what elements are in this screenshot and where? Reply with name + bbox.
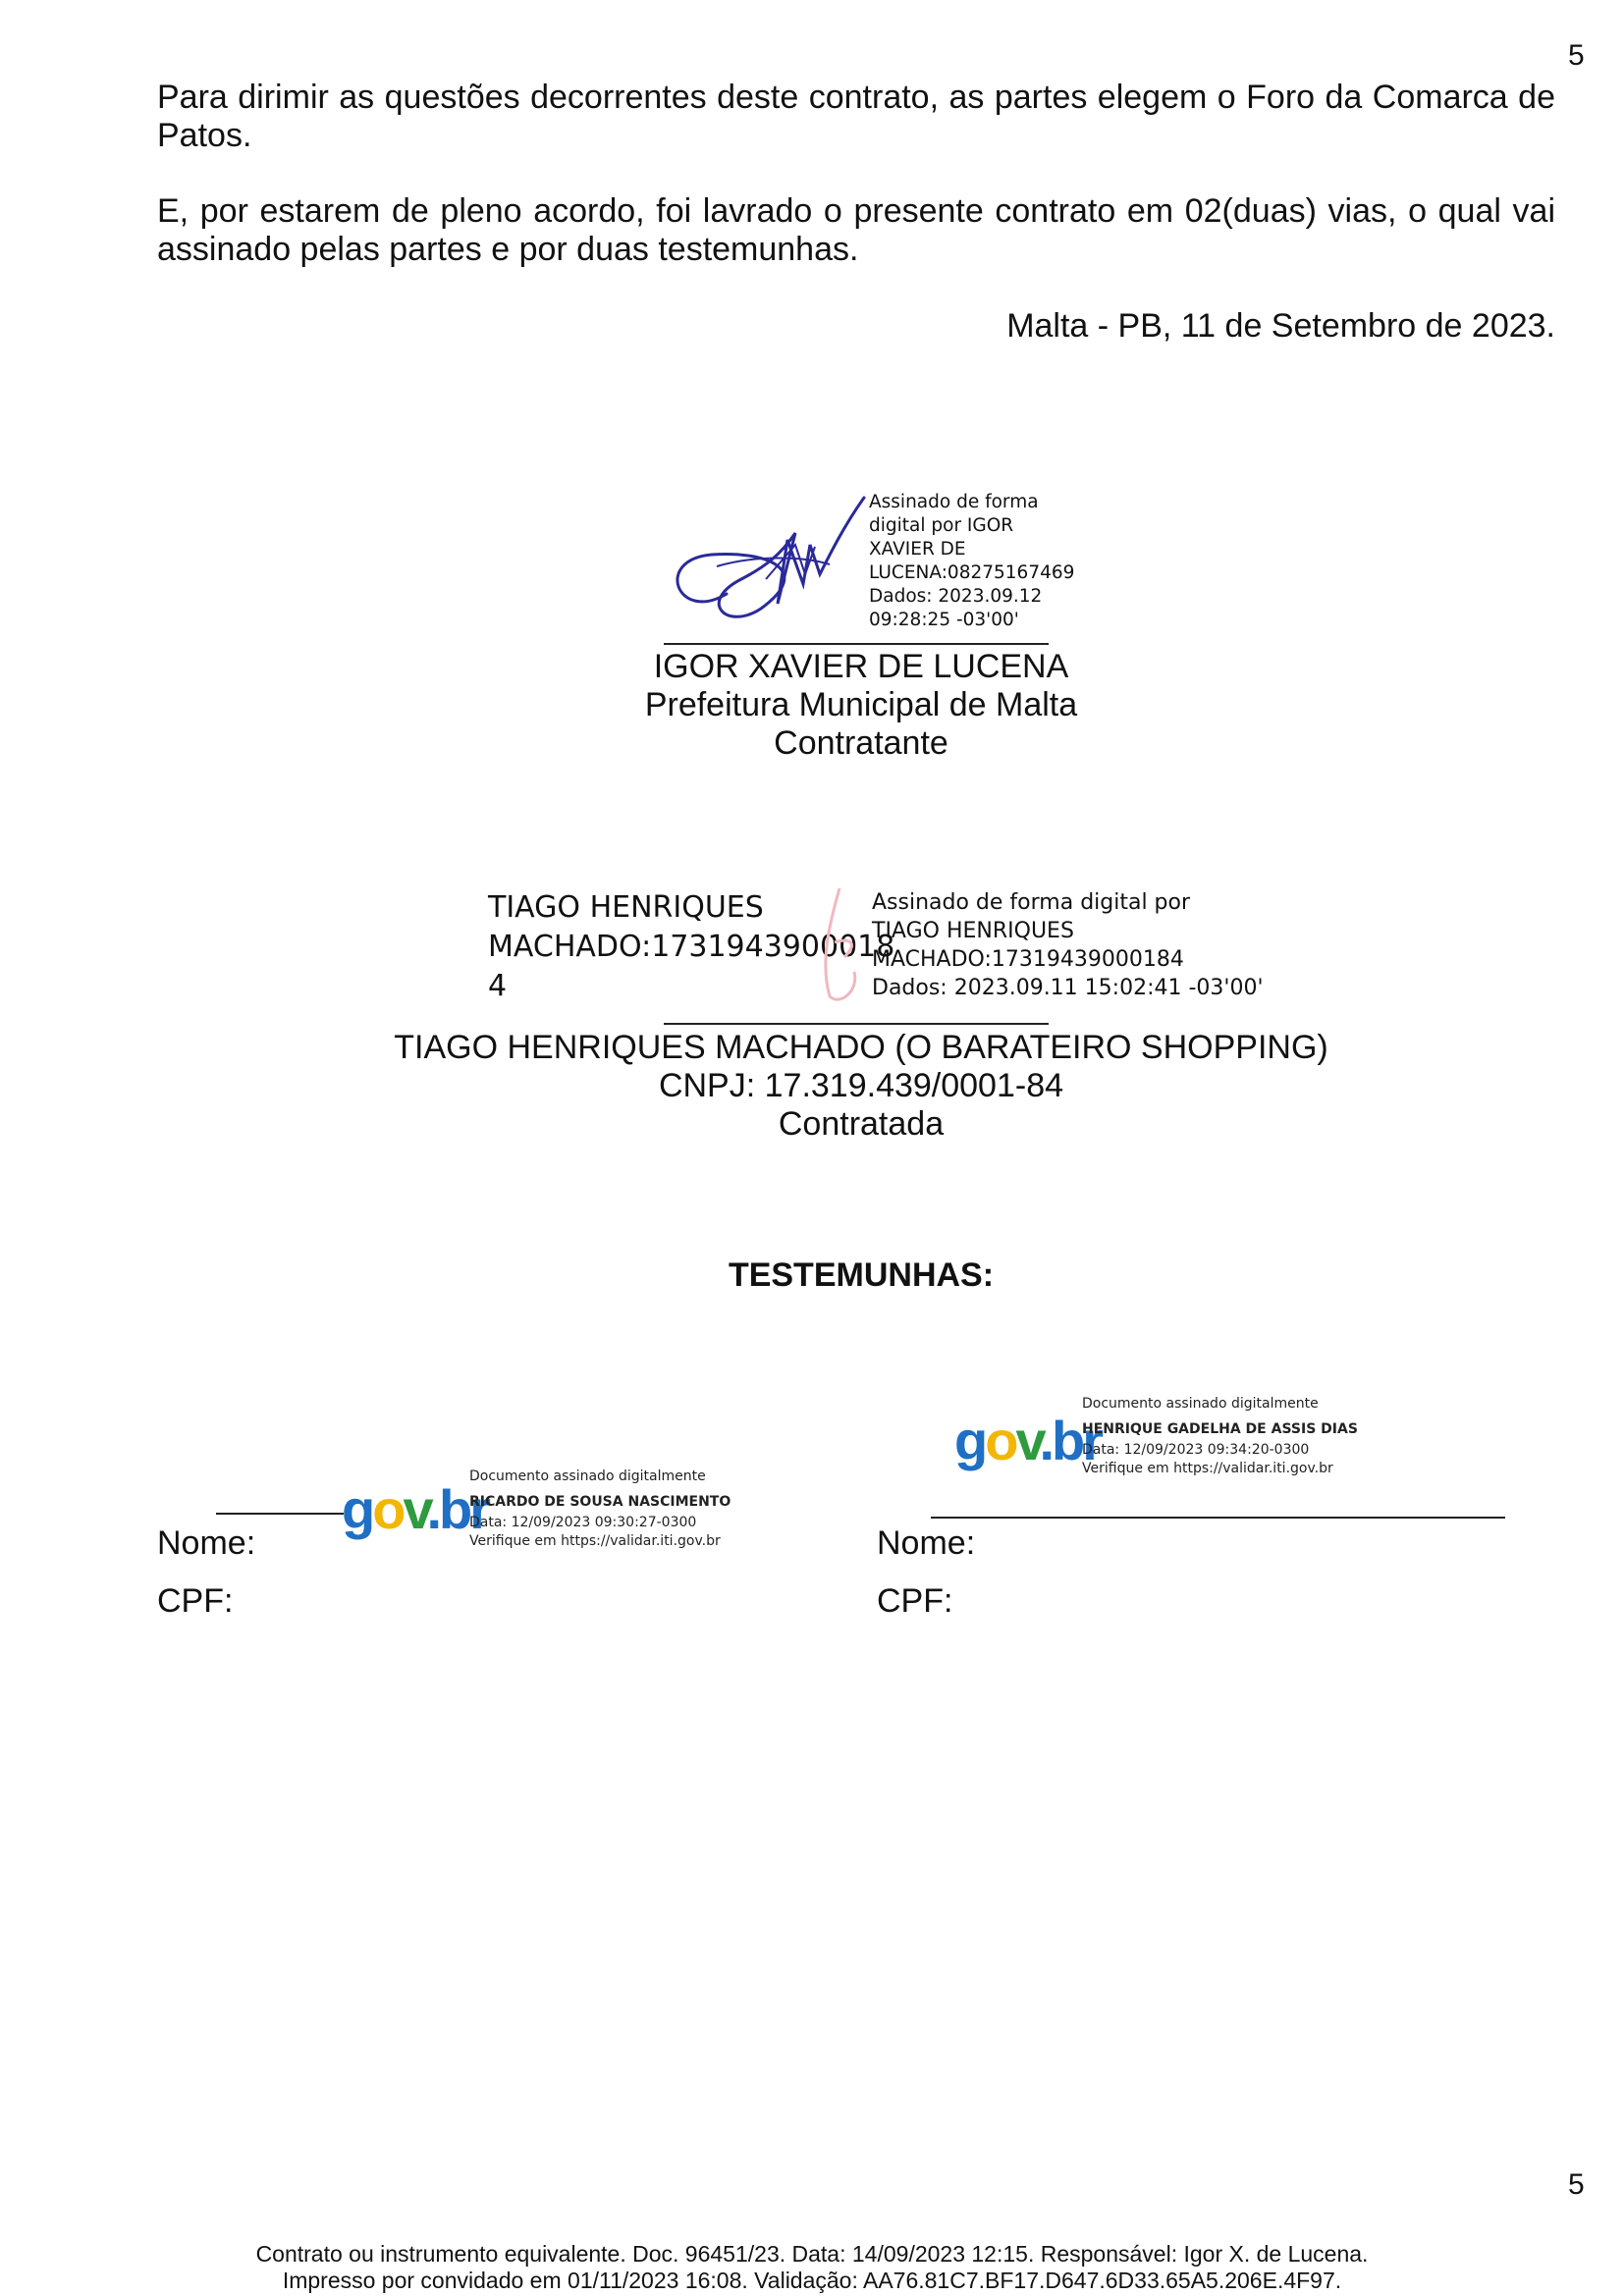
date-place: Malta - PB, 11 de Setembro de 2023. xyxy=(1006,307,1555,345)
footer-line-1: Contrato ou instrumento equivalente. Doc. 96451/23. Data: 14/09/2023 12:15. Responsável: Igor X. de Lucena. xyxy=(255,2241,1369,2267)
witness-left-signature-line xyxy=(216,1513,344,1515)
stamp-line: MACHADO:17319439000184 xyxy=(872,947,1184,972)
stamp-doc-label: Documento assinado digitalmente xyxy=(1082,1396,1319,1412)
watermark-signature-icon xyxy=(800,883,879,1011)
witness-right-nome-label: Nome: xyxy=(877,1524,976,1562)
signer-line: MACHADO:1731943900018 xyxy=(488,930,895,964)
contratante-signature-line xyxy=(664,643,1049,645)
stamp-line: 09:28:25 -03'00' xyxy=(869,610,1019,630)
witness-left-cpf-label: CPF: xyxy=(157,1582,234,1620)
page-number-bottom: 5 xyxy=(1568,2168,1585,2201)
stamp-line: LUCENA:08275167469 xyxy=(869,562,1075,583)
paragraph-acordo: E, por estarem de pleno acordo, foi lavrado o presente contrato em 02(duas) vias, o qual vai assinado pelas partes e por duas testemunhas. xyxy=(157,192,1555,268)
contratante-name: IGOR XAVIER DE LUCENA xyxy=(653,648,1069,685)
contratante-digital-stamp xyxy=(869,491,1074,632)
contratante-role: Contratante xyxy=(774,724,948,762)
stamp-line: Assinado de forma digital por xyxy=(872,890,1191,915)
witness-right-signature-line xyxy=(931,1517,1505,1519)
contratada-cnpj: CNPJ: 17.319.439/0001-84 xyxy=(658,1067,1064,1104)
contratada-identification xyxy=(321,1029,1401,1144)
stamp-verify: Verifique em https://validar.iti.gov.br xyxy=(1082,1461,1333,1476)
govbr-logo-left: gov.br xyxy=(342,1478,488,1540)
signer-line: TIAGO HENRIQUES xyxy=(488,890,764,925)
stamp-signer: RICARDO DE SOUSA NASCIMENTO xyxy=(469,1494,731,1510)
contratante-identification xyxy=(468,648,1254,763)
stamp-line: Assinado de forma xyxy=(869,492,1039,512)
footer xyxy=(125,2241,1499,2294)
handwritten-signature xyxy=(658,486,874,643)
stamp-line: digital por IGOR xyxy=(869,515,1014,536)
stamp-line: Dados: 2023.09.11 15:02:41 -03'00' xyxy=(872,976,1264,1000)
contratada-role: Contratada xyxy=(778,1105,945,1143)
testemunhas-title: TESTEMUNHAS: xyxy=(728,1256,995,1294)
stamp-line: TIAGO HENRIQUES xyxy=(872,919,1074,943)
contratante-org: Prefeitura Municipal de Malta xyxy=(644,686,1078,723)
stamp-verify: Verifique em https://validar.iti.gov.br xyxy=(469,1533,721,1549)
contratante-signature-area xyxy=(658,486,1075,643)
govbr-logo-right: gov.br xyxy=(954,1410,1101,1471)
contratada-name: TIAGO HENRIQUES MACHADO (O BARATEIRO SHOPPING) xyxy=(394,1029,1328,1066)
contratada-signature-line xyxy=(664,1023,1049,1025)
witness-right-cpf-label: CPF: xyxy=(877,1582,953,1620)
stamp-doc-label: Documento assinado digitalmente xyxy=(469,1468,706,1484)
page-number-top: 5 xyxy=(1568,39,1585,72)
witness-left-nome-label: Nome: xyxy=(157,1524,256,1562)
stamp-line: XAVIER DE xyxy=(869,539,966,560)
paragraph-foro: Para dirimir as questões decorrentes deste contrato, as partes elegem o Foro da Comarca de Patos. xyxy=(157,79,1555,154)
signer-line: 4 xyxy=(488,969,508,1003)
witness-right-stamp xyxy=(1082,1392,1358,1478)
stamp-date: Data: 12/09/2023 09:30:27-0300 xyxy=(469,1515,697,1530)
contratada-digital-stamp xyxy=(872,888,1264,1002)
stamp-date: Data: 12/09/2023 09:34:20-0300 xyxy=(1082,1442,1310,1458)
stamp-line: Dados: 2023.09.12 xyxy=(869,586,1043,607)
footer-line-2: Impresso por convidado em 01/11/2023 16:08. Validação: AA76.81C7.BF17.D647.6D33.65A5.206E.4F97. xyxy=(282,2268,1342,2293)
stamp-signer: HENRIQUE GADELHA DE ASSIS DIAS xyxy=(1082,1421,1358,1437)
witness-left-stamp xyxy=(469,1465,731,1551)
